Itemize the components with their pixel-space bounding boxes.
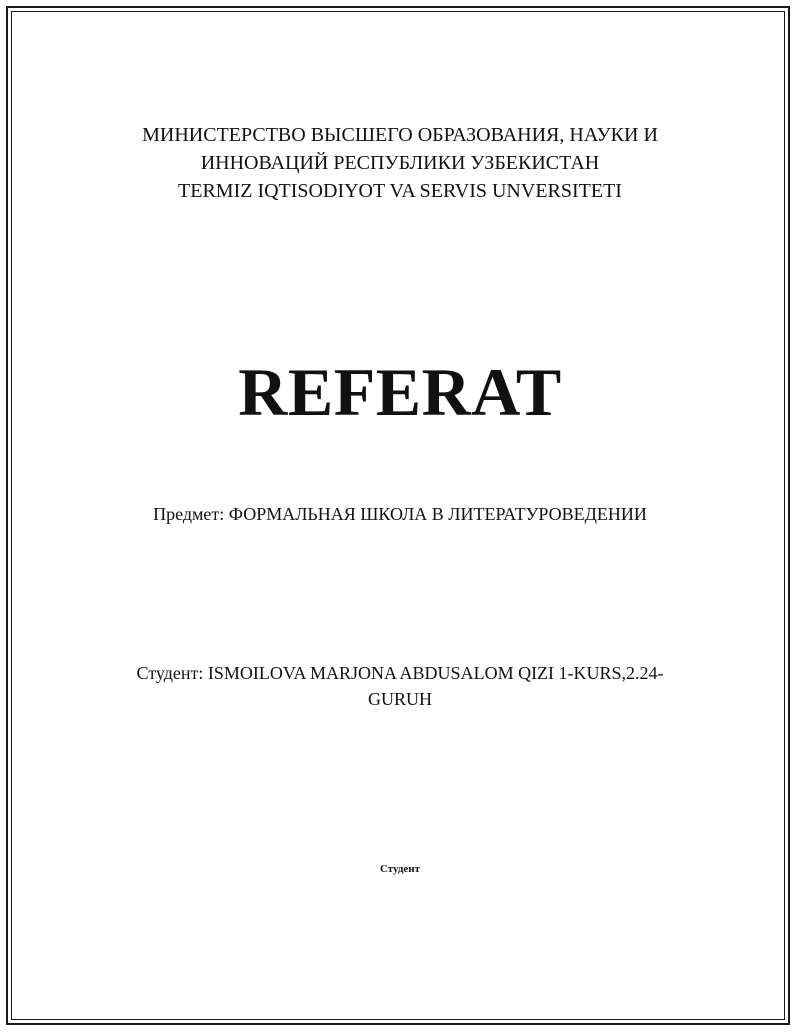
subject-line: Предмет: ФОРМАЛЬНАЯ ШКОЛА В ЛИТЕРАТУРОВЕДЕНИИ <box>153 504 647 524</box>
student-footer-label: Студент <box>379 863 421 875</box>
student-info <box>0 660 800 712</box>
student-info-line-1: Студент: ISMOILOVA MARJONA ABDUSALOM QIZI 1-KURS,2.24- <box>136 663 664 683</box>
student-info-line-2: GURUH <box>367 689 432 709</box>
university-name: TERMIZ IQTISODIYOT VA SERVIS UNVERSITETI <box>178 180 622 202</box>
ministry-header-line-1: МИНИСТЕРСТВО ВЫСШЕГО ОБРАЗОВАНИЯ, НАУКИ И <box>142 124 658 146</box>
document-title: REFERAT <box>238 354 562 430</box>
ministry-header-line-2: ИННОВАЦИЙ РЕСПУБЛИКИ УЗБЕКИСТАН <box>200 152 600 174</box>
ministry-header <box>0 121 800 205</box>
